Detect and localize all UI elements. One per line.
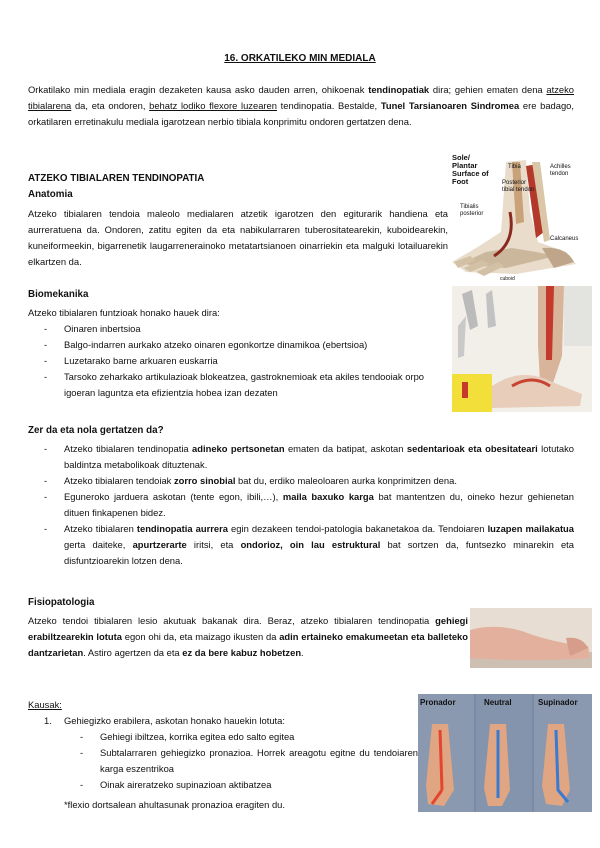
list-item: - Oinaren inbertsioa	[28, 321, 424, 337]
item-bold: apurtzerarte	[132, 539, 187, 550]
section-heading: ATZEKO TIBIALAREN TENDINOPATIA	[28, 173, 205, 184]
list-item: - Subtalarraren gehiegizko pronazioa. Horrek areagotu egitne du tendoiaren karga eszentrikoa	[64, 745, 418, 777]
list-item: - Tarsoko zeharkako artikulazioak blokeatzea, gastroknemioak eta akiles tendooiak orpo igoeran laguntza eta efizientzia hobea izan dezaten	[28, 369, 424, 401]
item-text: iritsi, eta	[186, 539, 241, 550]
anatomy-text: Atzeko tibialaren tendoia maleolo medialaren atzetik igarotzen den egiturarik handiena eta aurreratuena da. Ondoren, zatitu egiten da eta nabikularraren tuberositatearekin, kuboidearekin, kuneiformeekin, bigarrenetik laugarrenerainoko metatartsianoen oinarriekin eta malguki lotailuarekin elkartzen da.	[28, 208, 448, 267]
fisio-bold: ez da bere kabuz hobetzen	[182, 647, 302, 658]
label-cuboid: cuboid	[500, 276, 515, 282]
biomechanics-figure	[452, 286, 592, 412]
list-item	[28, 521, 574, 569]
label-calcaneus: Calcaneus	[550, 236, 579, 242]
intro-text: da, eta ondoren,	[71, 100, 150, 111]
intro-underline: behatz lodiko flexore luzearen	[149, 100, 277, 111]
fisiopatologia-text	[28, 613, 468, 661]
item-text: Atzeko tibialaren tendinopatia	[64, 443, 193, 454]
label-pronador: Pronador	[420, 698, 456, 707]
item-bold: ondorioz, oin lau estruktural	[240, 539, 381, 550]
item-text: egin dezakeen tendoi-patologia bakanetakoa da. Tendoiaren	[227, 523, 488, 534]
item-bold: luzapen mailakatua	[487, 523, 575, 534]
item-text: Atzeko tibialaren	[64, 523, 137, 534]
label-supinador: Supinador	[538, 698, 578, 707]
causes-sublist	[64, 729, 418, 793]
item-text: bat mantentzen du, oineko hezur gehienetan dituen finkapenen bidez.	[64, 491, 574, 518]
label-tibia: Tibia	[508, 164, 521, 170]
list-item	[28, 441, 574, 473]
fisio-text: egon ohi da, eta maizago ikusten da	[121, 631, 280, 642]
fisio-text: Atzeko tendoi tibialaren lesio akutuak bakanak dira. Beraz, atzeko tibialaren tendinopatia	[28, 615, 436, 626]
list-item	[28, 473, 574, 489]
intro-text: tendinopatia. Bestalde,	[276, 100, 381, 111]
flatfoot-photo	[470, 608, 592, 668]
intro-text: ere badago, orkatilaren erretinakulu mediala igarotzean nerbio tibiala konprimitu ondoren gertatzen dena.	[28, 100, 575, 127]
biomechanics-heading: Biomekanika	[28, 289, 89, 300]
item-text: gerta daiteke,	[64, 539, 133, 550]
item-text: Atzeko tibialaren tendoiak	[64, 475, 174, 486]
list-item: - Luzetarako barne arkuaren euskarria	[28, 353, 424, 369]
foot-posture-figure	[418, 694, 592, 812]
item-text: ematen da batipat, askotan	[284, 443, 407, 454]
item-text: lotutako baldintza metabolikoak dituztenak.	[64, 443, 574, 470]
list-item: - Oinak aireratzeko supinazioan aktibatzea	[64, 777, 418, 793]
causes-item-number: 1.	[44, 715, 52, 726]
item-text: bat sortzen da, funtsezko minarekin eta disfuntzioarekin lotzen dena.	[64, 539, 574, 566]
biomechanics-list	[28, 321, 424, 401]
intro-bold: tendinopatiak	[368, 84, 430, 95]
item-bold: sedentarioak eta obesitateari	[406, 443, 538, 454]
intro-paragraph	[28, 82, 574, 130]
item-bold: maila baxuko karga	[282, 491, 374, 502]
label-achilles: Achilles tendon	[550, 164, 571, 177]
list-item: - Gehiegi ibiltzea, korrika egitea edo salto egitea	[64, 729, 418, 745]
causes-heading: Kausak:	[28, 699, 62, 710]
item-text: Eguneroko jarduera askotan (tente egon, ibili,…),	[64, 491, 283, 502]
list-item	[28, 489, 574, 521]
label-posterior-tibial: Posterior tibial tendon	[502, 180, 535, 193]
page-title: 16. ORKATILEKO MIN MEDIALA	[224, 53, 376, 64]
fisio-bold: adin ertaineko emakumeetan eta balleteko dantzarietan	[28, 631, 468, 658]
intro-text: dira; gehien ematen dena	[429, 84, 547, 95]
foot-anatomy-figure	[446, 152, 592, 284]
fisio-text: . Astiro agertzen da eta	[83, 647, 183, 658]
fisio-bold: gehiegi erabiltzearekin lotuta	[28, 615, 468, 642]
causes-item: Gehiegizko erabilera, askotan honako hauekin lotuta:	[64, 715, 285, 726]
label-neutral: Neutral	[484, 698, 512, 707]
item-text: bat du, erdiko maleoloaren aurka konprimitzen dena.	[235, 475, 457, 486]
label-sole: Sole/ Plantar Surface of Foot	[452, 153, 489, 186]
anatomy-heading: Anatomia	[28, 189, 73, 200]
why-list	[28, 441, 574, 569]
biomechanics-intro: Atzeko tibialaren funtzioak honako hauek dira:	[28, 307, 220, 318]
fisio-text: .	[301, 647, 304, 658]
intro-bold: Tunel Tarsianoaren Sindromea	[380, 100, 520, 111]
label-tibialis: Tibialis posterior	[460, 204, 484, 217]
fisiopatologia-heading: Fisiopatologia	[28, 597, 95, 608]
item-bold: zorro sinobial	[173, 475, 236, 486]
causes-note: *flexio dortsalean ahultasunak pronazioa eragiten du.	[64, 799, 285, 810]
intro-text: Orkatilako min mediala eragin dezaketen kausa asko dauden arren, ohikoenak	[28, 84, 369, 95]
item-bold: tendinopatia aurrera	[136, 523, 228, 534]
intro-underline: atzeko tibialarena	[28, 84, 574, 111]
why-heading: Zer da eta nola gertatzen da?	[28, 425, 164, 436]
list-item: - Balgo-indarren aurkako atzeko oinaren egonkortze dinamikoa (ebertsioa)	[28, 337, 424, 353]
item-bold: adineko pertsonetan	[192, 443, 285, 454]
